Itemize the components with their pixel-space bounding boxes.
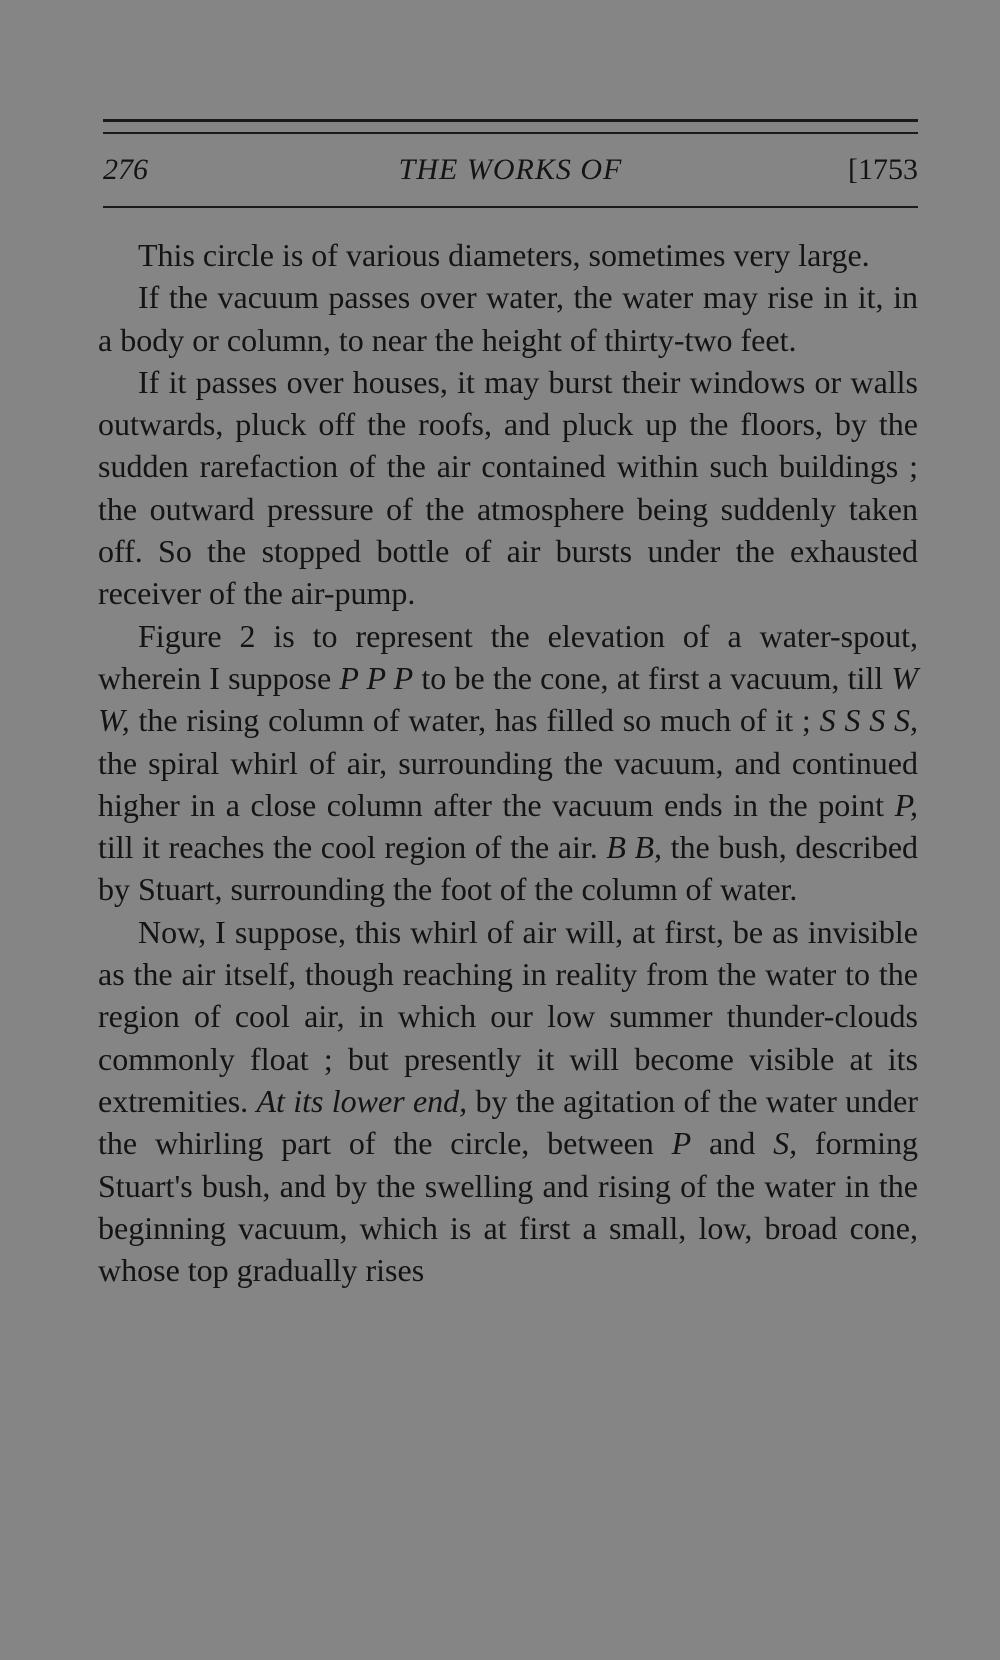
body-text (98, 234, 918, 1291)
paragraph (98, 234, 918, 276)
page-header (103, 150, 918, 190)
italic-run: S, (773, 1125, 798, 1162)
italic-run: W W, (98, 659, 919, 739)
italic-run: S S S S, (819, 702, 919, 739)
italic-run: P (671, 1125, 692, 1162)
italic-run: P P P (339, 659, 414, 696)
text-run: This circle is of various diameters, sometimes very large. (138, 237, 870, 273)
text-run: Now, I suppose, this whirl of air will, at first, be as invisible as the air itself, though reaching in reality from the water to the region of cool air, in which our low summer thunder-clouds commonly float ; but presently it will become visible at its extremities. (98, 913, 918, 1119)
italic-run: B B, (606, 829, 663, 866)
italic-run: P, (894, 786, 918, 823)
text-run: the bush, described by Stuart, surrounding the foot of the column of water. (98, 829, 919, 908)
paragraph (98, 615, 918, 911)
text-run: the spiral whirl of air, surrounding the vacuum, and continued higher in a close column after the vacuum ends in the point (98, 744, 918, 823)
text-run: and (691, 1125, 774, 1162)
paragraph (98, 276, 918, 361)
top-rule-thin (103, 132, 918, 134)
text-run: If the vacuum passes over water, the water may rise in it, in a body or column, to near the height of thirty-two feet. (98, 279, 918, 358)
text-run: forming Stuart's bush, and by the swelling and rising of the water in the beginning vacuum, which is at first a small, low, broad cone, whose top gradually rises (98, 1125, 919, 1289)
text-run: by the agitation of the water under the whirling part of the circle, between (98, 1082, 919, 1162)
italic-run: At its lower end, (256, 1082, 468, 1119)
text-run: the rising column of water, has filled so much of it ; (129, 702, 820, 739)
page-number: 276 (103, 153, 148, 186)
header-year: [1753 (848, 153, 918, 186)
text-run: to be the cone, at first a vacuum, till (413, 659, 892, 696)
paragraph (98, 911, 918, 1292)
paragraph (98, 361, 918, 615)
text-run: Figure 2 is to represent the elevation of a water-spout, wherein I suppose (98, 617, 918, 696)
header-rule (103, 206, 918, 208)
text-run: till it reaches the cool region of the air. (98, 829, 607, 866)
top-rule (103, 119, 918, 122)
text-run: If it passes over houses, it may burst their windows or walls outwards, pluck off the roofs, and pluck up the floors, by the sudden rarefaction of the air contained within such buildings ; the outward pressure of the atmosphere being suddenly taken off. So the stopped bottle of air bursts under the exhausted receiver of the air-pump. (98, 363, 918, 612)
running-head: THE WORKS OF (398, 153, 623, 186)
